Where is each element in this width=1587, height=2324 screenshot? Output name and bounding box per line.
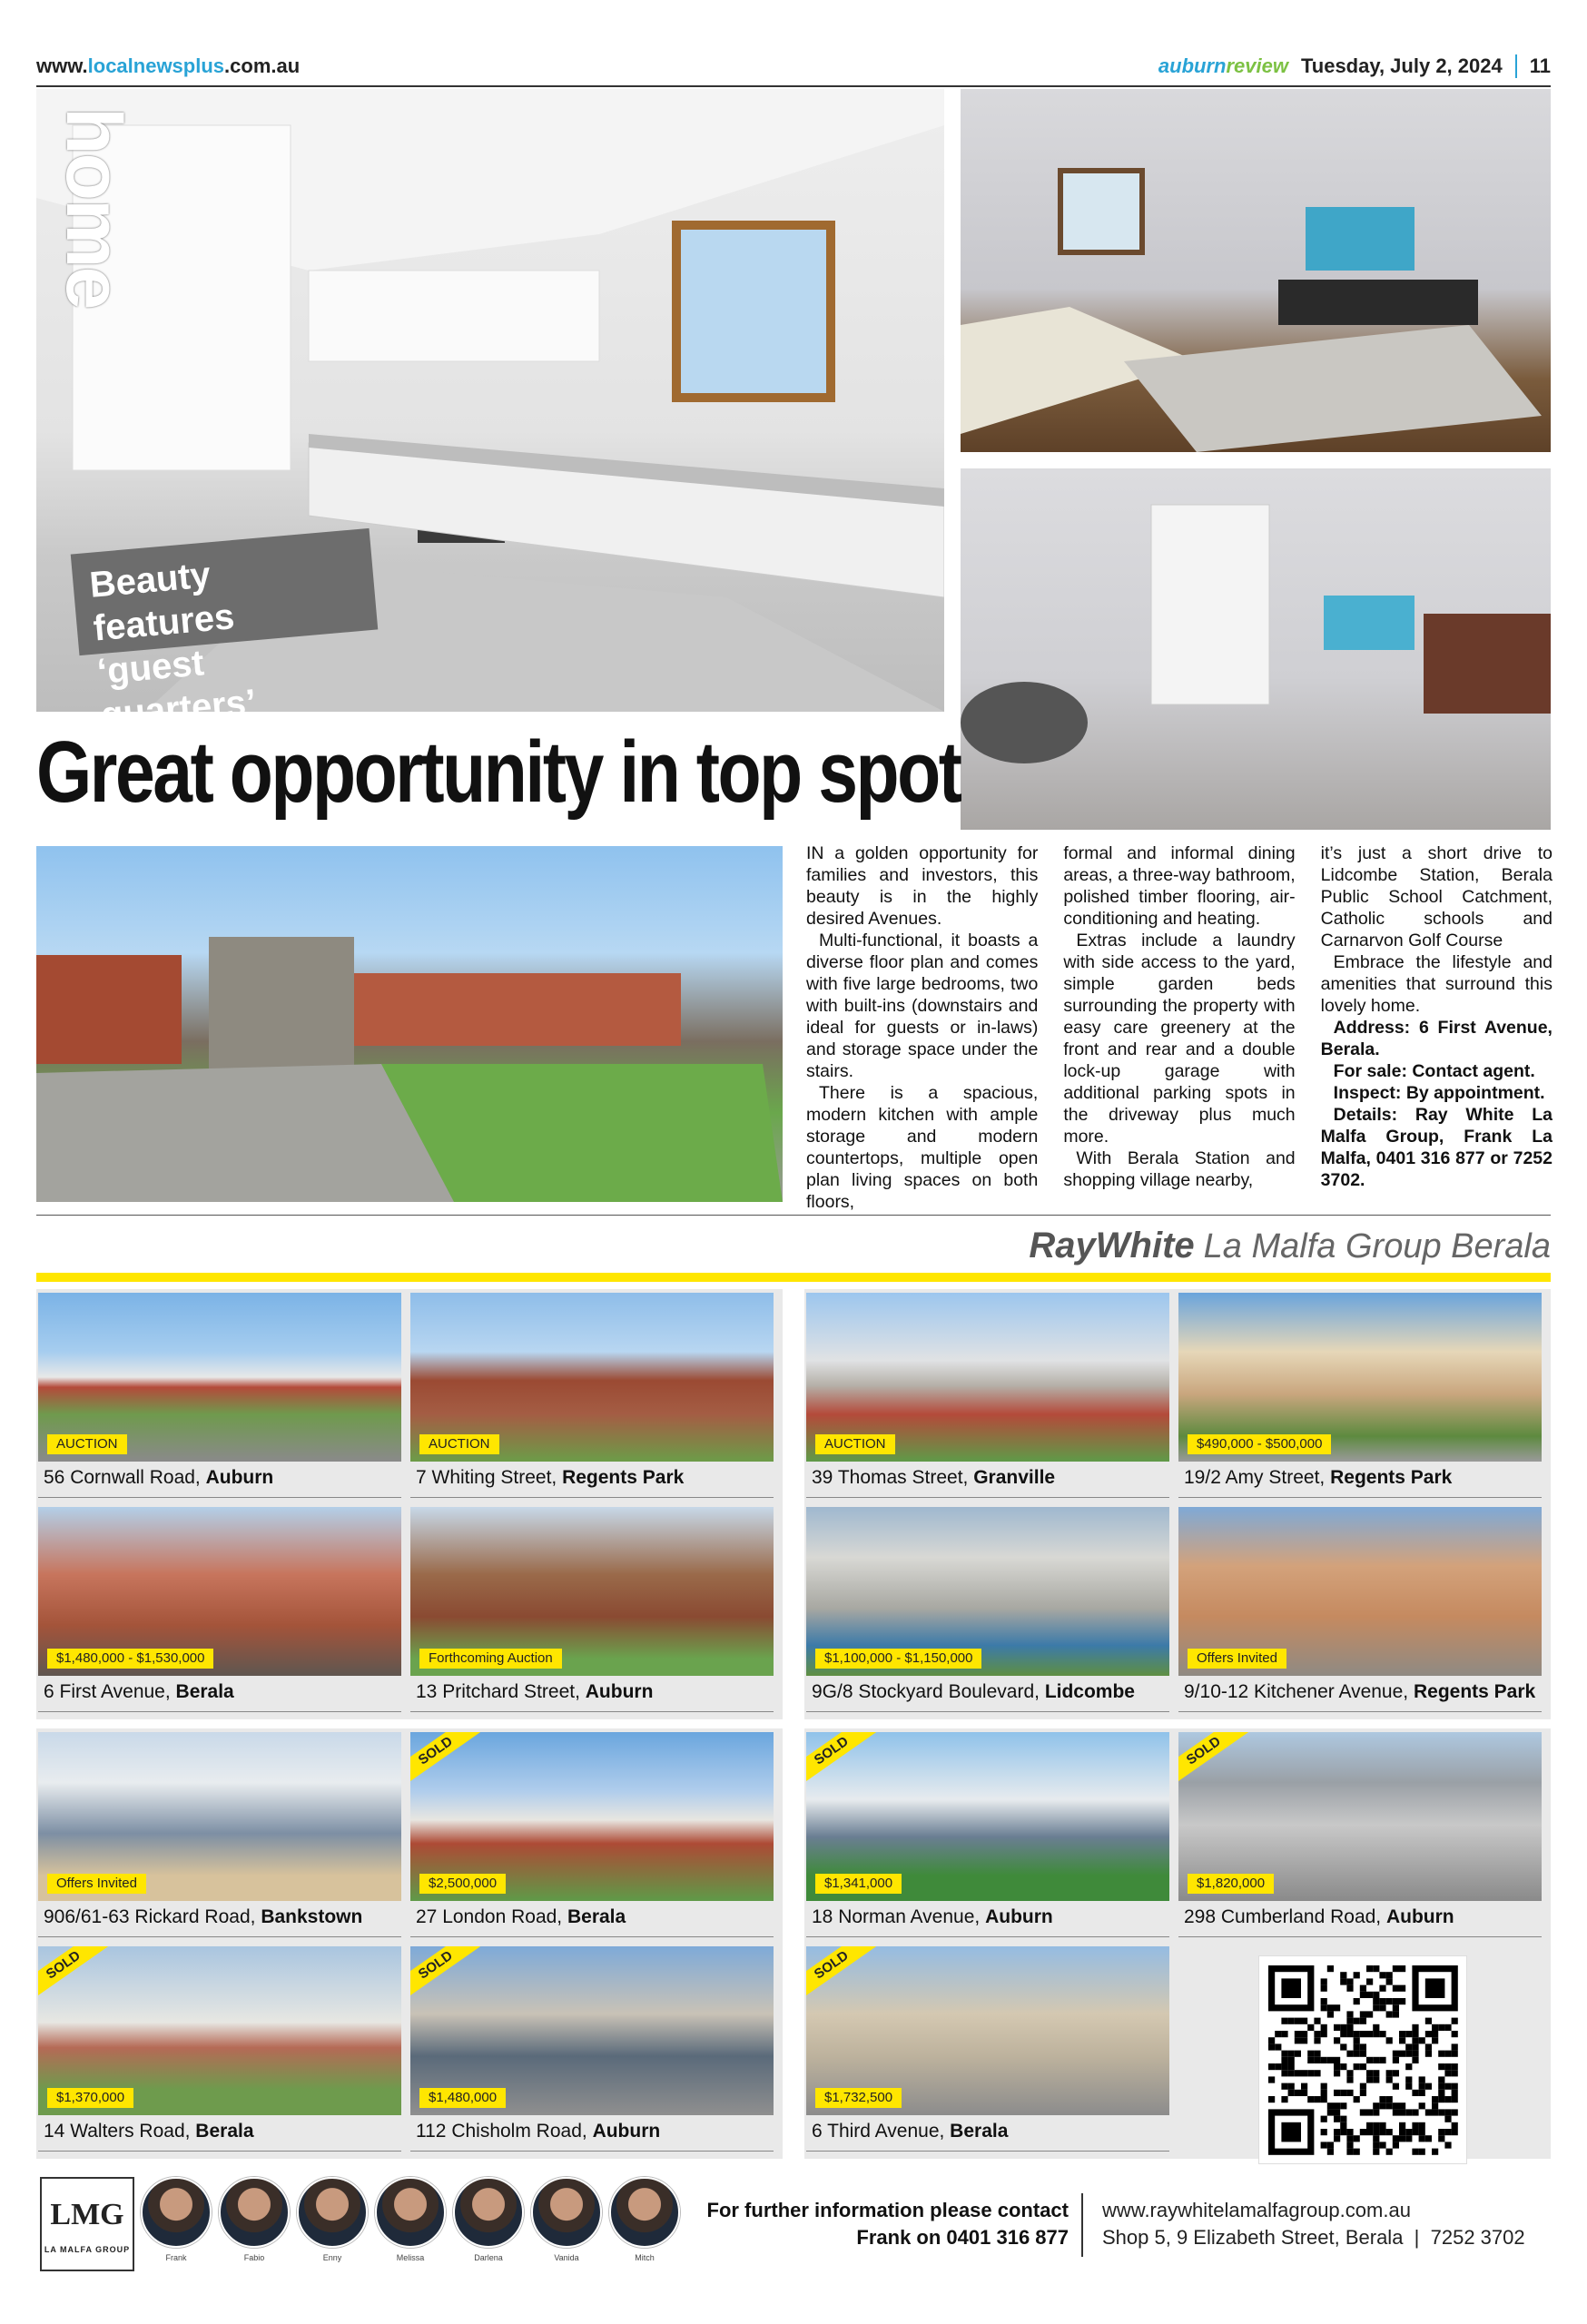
listing-card[interactable] bbox=[1178, 1293, 1542, 1502]
agent-name: Fabio bbox=[243, 2253, 265, 2262]
listing-address bbox=[416, 1906, 626, 1928]
agency-website[interactable]: www.raywhitelamalfagroup.com.au bbox=[1102, 2199, 1411, 2221]
listing-card[interactable] bbox=[410, 1946, 774, 2155]
listing-tag: $490,000 - $500,000 bbox=[1188, 1434, 1331, 1454]
listing-address bbox=[44, 2121, 254, 2142]
card-rule bbox=[1178, 1497, 1542, 1498]
paragraph: There is a spacious, modern kitchen with ample storage and modern countertops, multiple open plan living spaces on both floors, bbox=[806, 1083, 1039, 1212]
listing-card[interactable] bbox=[806, 1293, 1169, 1502]
agent bbox=[608, 2177, 681, 2262]
listing-suburb: Auburn bbox=[985, 1906, 1053, 1927]
contact-details: Details: Ray White La Malfa Group, Frank La Malfa, 0401 316 877 or 7252 3702. bbox=[1320, 1105, 1552, 1190]
agency-banner bbox=[1029, 1226, 1551, 1266]
agent-strip bbox=[140, 2177, 681, 2262]
avatar bbox=[297, 2177, 368, 2248]
lounge-photo bbox=[961, 468, 1551, 830]
listing-photo[interactable] bbox=[1178, 1732, 1542, 1901]
agent bbox=[374, 2177, 447, 2262]
lmg-logo-sub: LA MALFA GROUP bbox=[44, 2245, 131, 2254]
listing-card[interactable] bbox=[38, 1507, 401, 1716]
inspection-info: Inspect: By appointment. bbox=[1333, 1083, 1545, 1103]
listing-suburb: Auburn bbox=[1385, 1906, 1454, 1927]
listing-street: 56 Cornwall Road, bbox=[44, 1467, 206, 1488]
listing-suburb: Auburn bbox=[205, 1467, 274, 1488]
listing-card[interactable] bbox=[38, 1732, 401, 1941]
card-rule bbox=[806, 1497, 1169, 1498]
agent bbox=[218, 2177, 291, 2262]
living-room-illustration bbox=[961, 89, 1551, 452]
publication-name bbox=[1158, 54, 1288, 78]
sold-badge: SOLD bbox=[38, 1946, 113, 2004]
card-rule bbox=[38, 1711, 401, 1712]
listing-address bbox=[812, 1681, 1135, 1703]
qr-code-pattern bbox=[1259, 1956, 1466, 2163]
contact-block bbox=[683, 2197, 1069, 2251]
listing-address bbox=[416, 1681, 653, 1703]
card-rule bbox=[410, 1497, 774, 1498]
listing-street: 39 Thomas Street, bbox=[812, 1467, 974, 1488]
qr-code[interactable] bbox=[1258, 1955, 1467, 2164]
agent-name: Mitch bbox=[635, 2253, 655, 2262]
footer-divider bbox=[1081, 2193, 1083, 2257]
site-url-prefix: www. bbox=[36, 54, 88, 77]
lmg-logo-text: LMG bbox=[50, 2198, 124, 2231]
agent-name: Melissa bbox=[396, 2253, 425, 2262]
listing-tag: $1,341,000 bbox=[815, 1874, 902, 1894]
publication-name-a: auburn bbox=[1158, 54, 1227, 77]
article-body bbox=[806, 842, 1552, 1213]
section-tag bbox=[47, 107, 138, 343]
listing-tag: $1,732,500 bbox=[815, 2088, 902, 2108]
listing-card[interactable] bbox=[806, 1507, 1169, 1716]
agency-contact bbox=[1102, 2197, 1525, 2251]
tagline-line-2: ‘guest quarters’ bbox=[95, 643, 258, 736]
listing-card[interactable] bbox=[1178, 1732, 1542, 1941]
listing-tag: AUCTION bbox=[419, 1434, 499, 1454]
publication-name-b: review bbox=[1226, 54, 1288, 77]
card-rule bbox=[806, 1936, 1169, 1937]
listing-street: 19/2 Amy Street, bbox=[1184, 1467, 1331, 1488]
listing-photo[interactable] bbox=[38, 1732, 401, 1901]
listing-photo[interactable] bbox=[410, 1507, 774, 1676]
yellow-rule bbox=[36, 1273, 1551, 1282]
listing-photo[interactable] bbox=[410, 1732, 774, 1901]
listing-street: 6 Third Avenue, bbox=[812, 2121, 951, 2142]
listing-tag: $1,820,000 bbox=[1188, 1874, 1274, 1894]
listing-photo[interactable] bbox=[1178, 1507, 1542, 1676]
living-room-photo bbox=[961, 89, 1551, 452]
listing-suburb: Regents Park bbox=[1330, 1467, 1453, 1488]
listing-address bbox=[812, 1906, 1053, 1928]
listing-card[interactable] bbox=[806, 1946, 1169, 2155]
listing-photo[interactable] bbox=[806, 1946, 1169, 2115]
sold-badge: SOLD bbox=[806, 1732, 882, 1790]
listing-card[interactable] bbox=[410, 1507, 774, 1716]
site-url-domain: localnewsplus bbox=[87, 54, 225, 77]
card-rule bbox=[1178, 1711, 1542, 1712]
listing-tag: Forthcoming Auction bbox=[419, 1649, 562, 1669]
listing-card[interactable] bbox=[38, 1946, 401, 2155]
article-column-3 bbox=[1321, 842, 1552, 1213]
listing-street: 112 Chisholm Road, bbox=[416, 2121, 593, 2142]
listing-card[interactable] bbox=[410, 1293, 774, 1502]
sold-badge: SOLD bbox=[1178, 1732, 1254, 1790]
header-rule bbox=[36, 85, 1551, 87]
listing-suburb: Berala bbox=[175, 1681, 234, 1702]
listing-suburb: Berala bbox=[950, 2121, 1009, 2142]
agency-logo: RayWhite bbox=[1029, 1226, 1195, 1265]
listing-address bbox=[1184, 1681, 1535, 1703]
listing-card[interactable] bbox=[38, 1293, 401, 1502]
listing-card[interactable] bbox=[1178, 1507, 1542, 1716]
card-rule bbox=[410, 1711, 774, 1712]
listing-address bbox=[44, 1467, 273, 1489]
listing-suburb: Lidcombe bbox=[1044, 1681, 1135, 1702]
card-rule bbox=[806, 2151, 1169, 2152]
listing-suburb: Bankstown bbox=[261, 1906, 363, 1927]
listing-address bbox=[812, 1467, 1055, 1489]
listing-photo[interactable] bbox=[1178, 1293, 1542, 1462]
card-rule bbox=[1178, 1936, 1542, 1937]
avatar bbox=[141, 2177, 212, 2248]
listing-street: 27 London Road, bbox=[416, 1906, 567, 1927]
site-url-suffix: .com.au bbox=[224, 54, 301, 77]
card-rule bbox=[38, 1936, 401, 1937]
agent bbox=[452, 2177, 525, 2262]
property-address: Address: 6 First Avenue, Berala. bbox=[1320, 1018, 1552, 1059]
listing-photo[interactable] bbox=[410, 1293, 774, 1462]
listing-tag: AUCTION bbox=[815, 1434, 895, 1454]
agency-address: Shop 5, 9 Elizabeth Street, Berala bbox=[1102, 2226, 1404, 2249]
listing-street: 13 Pritchard Street, bbox=[416, 1681, 586, 1702]
listing-tag: $1,480,000 bbox=[419, 2088, 506, 2108]
card-rule bbox=[410, 1936, 774, 1937]
listing-street: 14 Walters Road, bbox=[44, 2121, 196, 2142]
divider bbox=[1515, 54, 1517, 78]
listing-suburb: Granville bbox=[973, 1467, 1056, 1488]
listing-street: 7 Whiting Street, bbox=[416, 1467, 563, 1488]
listing-address bbox=[44, 1906, 362, 1928]
listing-tag: Offers Invited bbox=[47, 1874, 146, 1894]
listing-street: 906/61-63 Rickard Road, bbox=[44, 1906, 261, 1927]
paragraph: Multi-functional, it boasts a diverse floor plan and comes with five large bedrooms, two with built-ins (downstairs and ideal for guests or in-laws) and storage space under the stairs. bbox=[806, 931, 1039, 1081]
listing-suburb: Regents Park bbox=[1413, 1681, 1536, 1702]
listing-suburb: Regents Park bbox=[562, 1467, 685, 1488]
paragraph: With Berala Station and shopping village nearby, bbox=[1063, 1148, 1296, 1190]
paragraph: it’s just a short drive to Lidcombe Station, Berala Public School Catchment, Catholic schools and Carnarvon Golf Course bbox=[1320, 843, 1552, 950]
paragraph: Extras include a laundry with side access to the yard, simple garden beds surrounding the property with easy care greenery at the front and rear and a double lock-up garage with additional parking spots in the driveway plus much more. bbox=[1063, 931, 1296, 1147]
listing-address bbox=[812, 2121, 1008, 2142]
listing-photo[interactable] bbox=[38, 1293, 401, 1462]
paragraph: Embrace the lifestyle and amenities that surround this lovely home. bbox=[1320, 952, 1552, 1016]
listing-suburb: Auburn bbox=[592, 2121, 661, 2142]
lounge-illustration bbox=[961, 468, 1551, 830]
sold-badge: SOLD bbox=[410, 1946, 486, 2004]
listing-tag: $1,100,000 - $1,150,000 bbox=[815, 1649, 981, 1669]
avatar bbox=[453, 2177, 524, 2248]
agent-name: Vanida bbox=[554, 2253, 579, 2262]
avatar bbox=[531, 2177, 602, 2248]
agent bbox=[530, 2177, 603, 2262]
listing-street: 9G/8 Stockyard Boulevard, bbox=[812, 1681, 1045, 1702]
agent-name: Enny bbox=[322, 2253, 342, 2262]
lmg-logo bbox=[40, 2177, 134, 2271]
avatar bbox=[609, 2177, 680, 2248]
agent-name: Darlena bbox=[474, 2253, 503, 2262]
backyard-illustration bbox=[36, 846, 783, 1202]
card-rule bbox=[38, 1497, 401, 1498]
sold-badge: SOLD bbox=[806, 1946, 882, 2004]
sale-info: For sale: Contact agent. bbox=[1333, 1061, 1535, 1081]
listing-card[interactable] bbox=[806, 1732, 1169, 1941]
listing-photo[interactable] bbox=[410, 1946, 774, 2115]
page-number: 11 bbox=[1529, 54, 1551, 77]
contact-line-2: Frank on 0401 316 877 bbox=[856, 2226, 1069, 2249]
issue-date: Tuesday, July 2, 2024 bbox=[1300, 54, 1503, 77]
card-rule bbox=[806, 1711, 1169, 1712]
listing-address bbox=[1184, 1467, 1452, 1489]
listing-street: 18 Norman Avenue, bbox=[812, 1906, 986, 1927]
listing-photo[interactable] bbox=[38, 1946, 401, 2115]
site-url[interactable] bbox=[36, 54, 300, 78]
agency-address-line: Shop 5, 9 Elizabeth Street, Berala | 7252 3702 bbox=[1102, 2226, 1525, 2249]
listing-photo[interactable] bbox=[806, 1293, 1169, 1462]
section-tag-label: home bbox=[50, 107, 137, 309]
listing-photo[interactable] bbox=[806, 1507, 1169, 1676]
paragraph: IN a golden opportunity for families and investors, this beauty is in the highly desired Avenues. bbox=[806, 843, 1039, 929]
listing-tag: Offers Invited bbox=[1188, 1649, 1286, 1669]
card-rule bbox=[410, 2151, 774, 2152]
listing-street: 9/10-12 Kitchener Avenue, bbox=[1184, 1681, 1414, 1702]
listing-address bbox=[416, 1467, 684, 1489]
agent-name: Frank bbox=[165, 2253, 187, 2262]
listing-address bbox=[416, 2121, 660, 2142]
listing-photo[interactable] bbox=[38, 1507, 401, 1676]
listing-street: 6 First Avenue, bbox=[44, 1681, 176, 1702]
article-column-1 bbox=[806, 842, 1038, 1213]
agency-phone: 7252 3702 bbox=[1430, 2226, 1525, 2249]
listing-photo[interactable] bbox=[806, 1732, 1169, 1901]
listing-suburb: Berala bbox=[567, 1906, 626, 1927]
tagline-line-1: Beauty features bbox=[87, 555, 236, 649]
section-rule bbox=[36, 1215, 1551, 1216]
listing-tag: $1,480,000 - $1,530,000 bbox=[47, 1649, 213, 1669]
paragraph: formal and informal dining areas, a three-way bathroom, polished timber flooring, air-conditioning and heating. bbox=[1063, 843, 1296, 929]
contact-line-1: For further information please contact bbox=[706, 2199, 1069, 2221]
avatar bbox=[375, 2177, 446, 2248]
agent bbox=[296, 2177, 369, 2262]
card-rule bbox=[38, 2151, 401, 2152]
agent bbox=[140, 2177, 212, 2262]
avatar bbox=[219, 2177, 290, 2248]
headline: Great opportunity in top spot bbox=[36, 724, 961, 821]
listing-suburb: Auburn bbox=[585, 1681, 654, 1702]
sold-badge: SOLD bbox=[410, 1732, 486, 1790]
masthead bbox=[1158, 54, 1551, 78]
listing-suburb: Berala bbox=[195, 2121, 254, 2142]
listing-address bbox=[44, 1681, 234, 1703]
backyard-photo bbox=[36, 846, 783, 1202]
listing-tag: $2,500,000 bbox=[419, 1874, 506, 1894]
listing-address bbox=[1184, 1906, 1454, 1928]
listing-card[interactable] bbox=[410, 1732, 774, 1941]
listing-street: 298 Cumberland Road, bbox=[1184, 1906, 1386, 1927]
article-column-2 bbox=[1063, 842, 1295, 1213]
listing-tag: AUCTION bbox=[47, 1434, 127, 1454]
listing-tag: $1,370,000 bbox=[47, 2088, 133, 2108]
agency-name: La Malfa Group Berala bbox=[1203, 1227, 1551, 1265]
